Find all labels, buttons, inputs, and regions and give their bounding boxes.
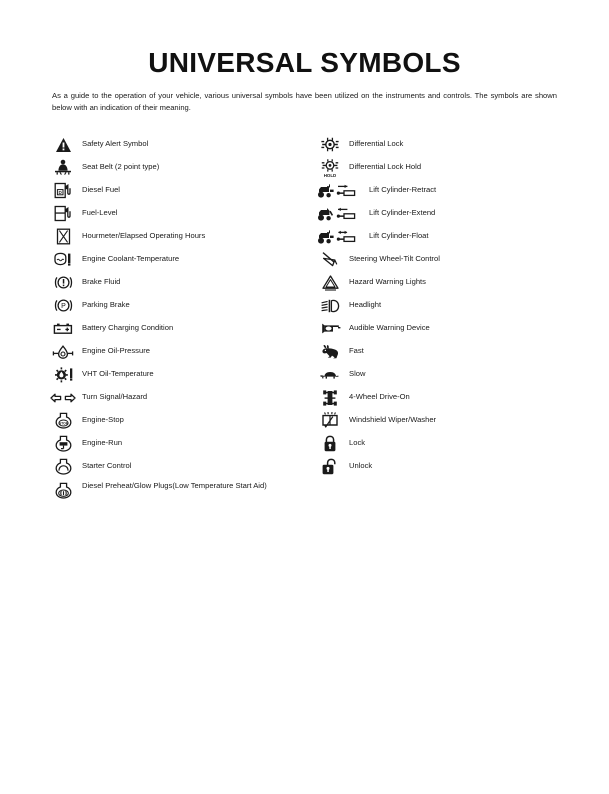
symbol-row: [315, 133, 585, 156]
float-double-arrow: [338, 230, 347, 233]
symbol-label: Slow: [349, 369, 366, 379]
symbol-row: [48, 202, 313, 225]
symbol-label: Headlight: [349, 300, 382, 310]
symbol-row: [48, 225, 313, 248]
cylinder-glyph: [337, 213, 355, 218]
engine-coolant-temperature-icon: [48, 248, 78, 271]
symbol-column-left: [48, 133, 313, 508]
turn-signal-hazard-arrows-icon: [48, 386, 78, 409]
diesel-preheat-glow-plugs-icon: [48, 478, 78, 504]
diesel-fuel-pump-icon: [48, 179, 78, 202]
symbol-label: Engine Coolant-Temperature: [82, 254, 180, 264]
symbol-label: Hazard Warning Lights: [349, 277, 426, 287]
symbol-row: [315, 455, 585, 478]
symbol-label: Fast: [349, 346, 364, 356]
symbol-label: Diesel Preheat/Glow Plugs(Low Temperature Start Aid): [82, 481, 267, 490]
symbol-row: [48, 156, 313, 179]
differential-lock-hold-icon: [315, 156, 345, 179]
symbol-label: Starter Control: [82, 461, 132, 471]
symbol-row: [315, 179, 585, 202]
symbol-column-right: [315, 133, 585, 478]
symbol-label: Windshield Wiper/Washer: [349, 415, 437, 425]
brake-fluid-icon: [48, 271, 78, 294]
intro-paragraph: As a guide to the operation of your vehicle, various universal symbols have been utilized on the instruments and controls. The symbols are shown below with an indication of their meaning.: [52, 91, 557, 112]
symbol-row: [48, 478, 313, 508]
tractor-glyph: [318, 208, 332, 221]
symbol-row: [315, 156, 585, 179]
lift-cylinder-retract-icon: [315, 179, 365, 202]
parking-brake-icon: [48, 294, 78, 317]
symbol-label: Seat Belt (2 point type): [82, 162, 160, 172]
page-title: UNIVERSAL SYMBOLS: [148, 47, 461, 78]
symbol-row: [48, 363, 313, 386]
symbol-label: Differential Lock Hold: [349, 162, 422, 172]
symbol-label: Lift Cylinder-Retract: [369, 185, 437, 195]
engine-stop-badge: STOP: [58, 420, 68, 425]
windshield-wiper-washer-icon: [315, 409, 345, 432]
symbol-row: [48, 386, 313, 409]
symbol-label: Unlock: [349, 461, 373, 471]
hazard-warning-lights-icon: [315, 271, 345, 294]
starter-control-icon: [48, 455, 78, 478]
lock-closed-icon: [315, 432, 345, 455]
four-wheel-drive-on-icon: [315, 386, 345, 409]
symbol-label: Audible Warning Device: [349, 323, 430, 333]
audible-warning-horn-icon: [315, 317, 345, 340]
symbol-row: [315, 386, 585, 409]
symbol-row: [48, 133, 313, 156]
engine-run-icon: [48, 432, 78, 455]
differential-lock-icon: [315, 133, 345, 156]
headlight-icon: [315, 294, 345, 317]
diesel-badge-d: D: [58, 190, 62, 195]
symbol-row: [48, 294, 313, 317]
symbol-row: [48, 317, 313, 340]
symbol-row: [315, 202, 585, 225]
symbol-row: [315, 248, 585, 271]
lift-cylinder-float-icon: [315, 225, 365, 248]
symbol-label: Battery Charging Condition: [82, 323, 174, 333]
symbol-label: Lock: [349, 438, 366, 448]
symbol-label: Engine-Run: [82, 438, 123, 448]
symbol-row: [315, 409, 585, 432]
symbol-label: Fuel-Level: [82, 208, 118, 218]
extend-arrow: [338, 207, 347, 210]
symbol-label: Safety Alert Symbol: [82, 139, 149, 149]
symbol-label: Hourmeter/Elapsed Operating Hours: [82, 231, 206, 241]
symbol-row: [48, 409, 313, 432]
symbol-label: Engine Oil-Pressure: [82, 346, 150, 356]
steering-wheel-tilt-icon: [315, 248, 345, 271]
tractor-glyph: [318, 230, 334, 243]
hold-badge-text: HOLD: [323, 172, 337, 178]
symbol-label: 4-Wheel Drive-On: [349, 392, 410, 402]
engine-oil-pressure-icon: [48, 340, 78, 363]
symbol-row: [315, 363, 585, 386]
rabbit-fast-icon: [315, 340, 345, 363]
symbol-label: Turn Signal/Hazard: [82, 392, 148, 402]
symbol-row: [315, 294, 585, 317]
cylinder-glyph: [337, 190, 355, 195]
symbol-row: [315, 317, 585, 340]
hourglass-icon: [48, 225, 78, 248]
symbol-label: VHT Oil-Temperature: [82, 369, 154, 379]
symbol-label: Lift Cylinder-Float: [369, 231, 429, 241]
symbol-row: [315, 340, 585, 363]
symbol-row: [48, 455, 313, 478]
vht-oil-temperature-icon: [48, 363, 78, 386]
safety-alert-triangle-icon: [48, 133, 78, 156]
symbol-row: [48, 340, 313, 363]
symbol-row: [48, 179, 313, 202]
parking-badge-p: P: [60, 303, 66, 311]
battery-charging-icon: [48, 317, 78, 340]
symbol-label: Lift Cylinder-Extend: [369, 208, 436, 218]
symbol-label: Steering Wheel-Tilt Control: [349, 254, 440, 264]
seat-belt-icon: [48, 156, 78, 179]
symbol-label: Brake Fluid: [82, 277, 121, 287]
engine-stop-icon: [48, 409, 78, 432]
symbol-label: Engine-Stop: [82, 415, 124, 425]
symbol-row: [315, 225, 585, 248]
symbol-row: [48, 271, 313, 294]
symbol-label: Diesel Fuel: [82, 185, 120, 195]
cylinder-glyph: [337, 236, 355, 241]
lock-open-icon: [315, 455, 345, 478]
tractor-glyph: [318, 184, 334, 197]
tortoise-slow-icon: [315, 363, 345, 386]
fuel-level-pump-icon: [48, 202, 78, 225]
symbol-row: [315, 271, 585, 294]
symbol-label: Parking Brake: [82, 300, 130, 310]
lift-cylinder-extend-icon: [315, 202, 365, 225]
symbol-row: [48, 248, 313, 271]
symbol-row: [48, 432, 313, 455]
symbol-label: Differential Lock: [349, 139, 404, 149]
retract-arrow: [338, 184, 347, 187]
symbol-row: [315, 432, 585, 455]
